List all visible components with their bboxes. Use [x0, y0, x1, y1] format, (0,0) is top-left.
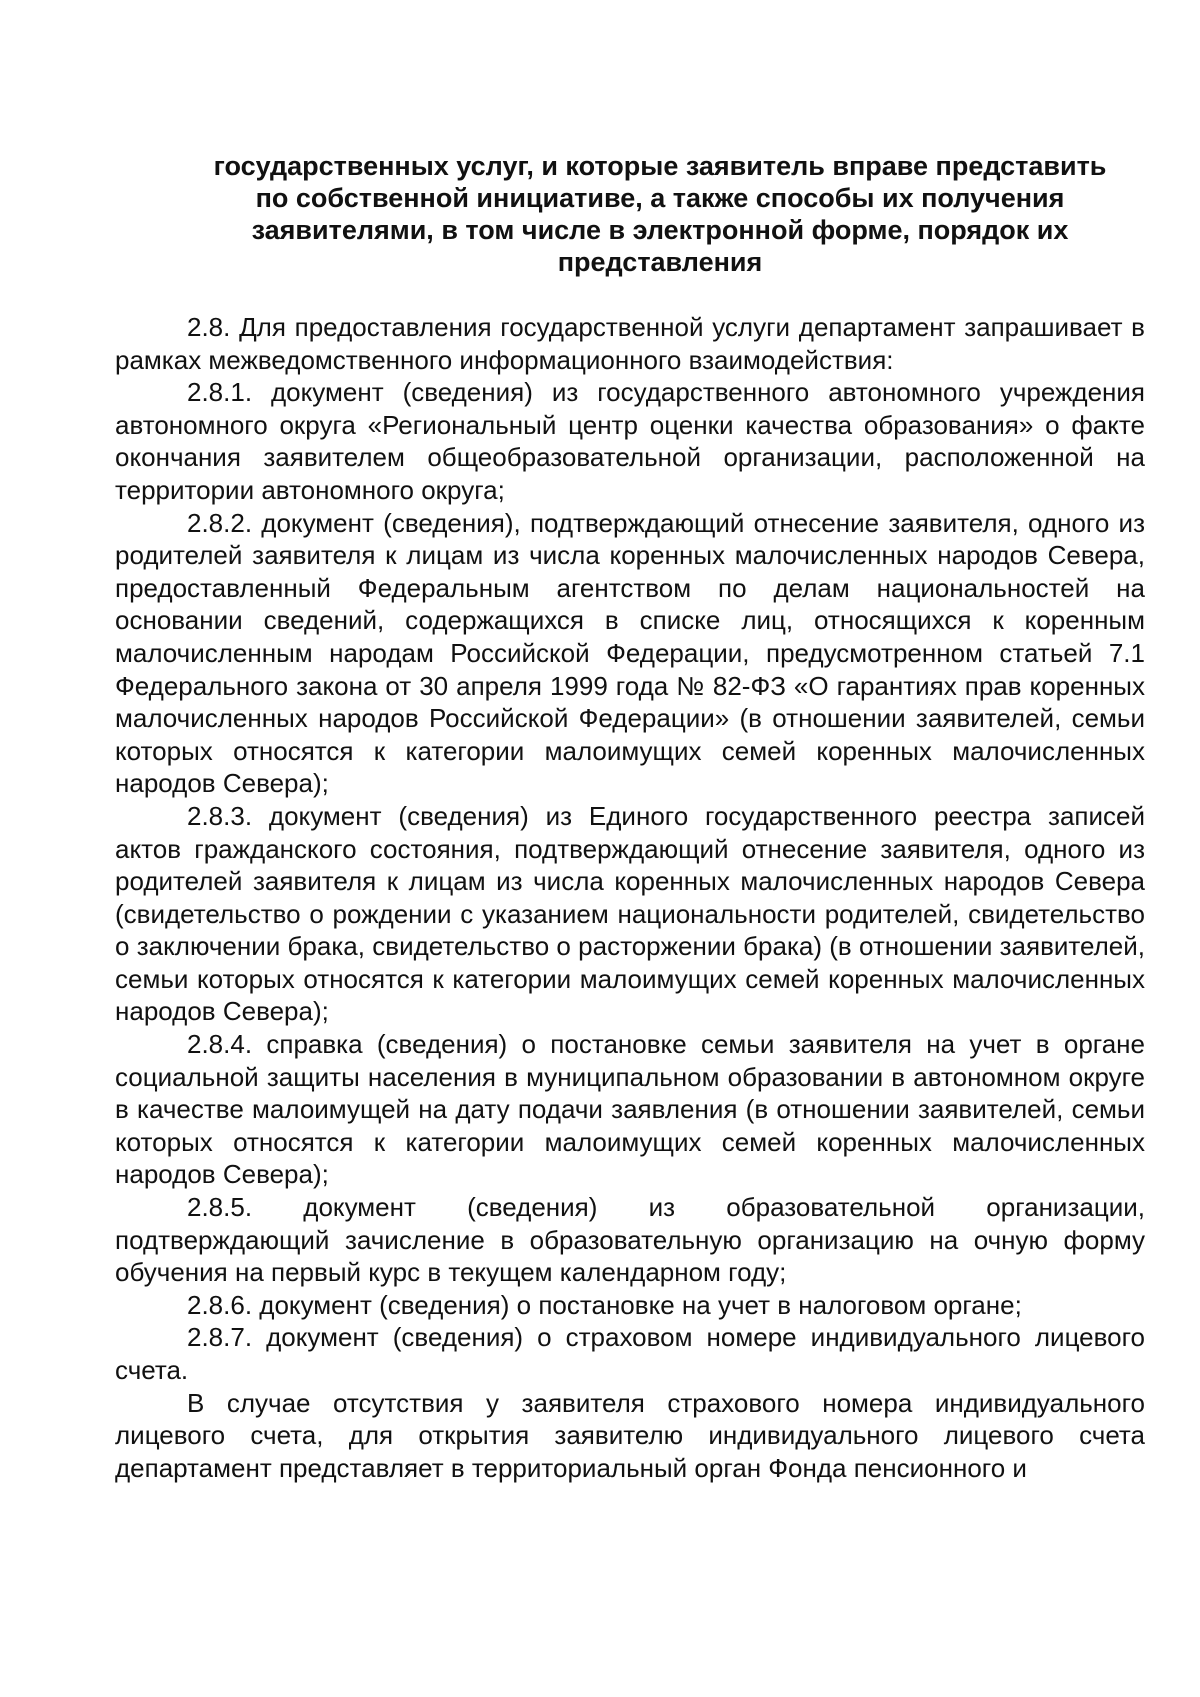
paragraph-2-8: 2.8. Для предоставления государственной услуги департамент запрашивает в рамках межведомственного информационного взаимодействия: — [115, 312, 1145, 375]
heading-line: представления — [557, 247, 763, 277]
section-heading — [190, 150, 1130, 278]
paragraph-2-8-6: 2.8.6. документ (сведения) о постановке на учет в налоговом органе; — [187, 1289, 1022, 1320]
paragraph-2-8-2: 2.8.2. документ (сведения), подтверждающий отнесение заявителя, одного из родителей заявителя к лицам из числа коренных малочисленных народов Севера, предоставленный Федеральным агентством по делам национальностей на основании сведений, содержащихся в списке лиц, относящихся к коренным малочисленным народам Российской Федерации, предусмотренном статьей 7.1 Федерального закона от 30 апреля 1999 года № 82-ФЗ «О гарантиях прав коренных малочисленных народов Российской Федерации» (в отношении заявителей, семьи которых относятся к категории малоимущих семей коренных малочисленных народов Севера); — [115, 507, 1145, 799]
heading-line: заявителями, в том числе в электронной форме, порядок их — [251, 215, 1069, 245]
paragraph-2-8-7: 2.8.7. документ (сведения) о страховом номере индивидуального лицевого счета. — [115, 1322, 1145, 1385]
paragraph-2-8-5: 2.8.5. документ (сведения) из образовательной организации, подтверждающий зачисление в образовательную организацию на очную форму обучения на первый курс в текущем календарном году; — [115, 1192, 1145, 1288]
heading-line: государственных услуг, и которые заявитель вправе представить — [213, 151, 1107, 181]
paragraph-2-8-1: 2.8.1. документ (сведения) из государственного автономного учреждения автономного округа «Региональный центр оценки качества образования» о факте окончания заявителем общеобразовательной организации, расположенной на территории автономного округа; — [115, 377, 1145, 505]
heading-line: по собственной инициативе, а также способы их получения — [255, 183, 1065, 213]
document-body — [115, 311, 1145, 1484]
paragraph-2-8-4: 2.8.4. справка (сведения) о постановке семьи заявителя на учет в органе социальной защиты населения в муниципальном образовании в автономном округе в качестве малоимущей на дату подачи заявления (в отношении заявителей, семьи которых относятся к категории малоимущих семей коренных малочисленных народов Севера); — [115, 1029, 1145, 1190]
paragraph-2-8-3: 2.8.3. документ (сведения) из Единого государственного реестра записей актов гражданского состояния, подтверждающий отнесение заявителя, одного из родителей заявителя к лицам из числа коренных малочисленных народов Севера (свидетельство о рождении с указанием национальности родителей, свидетельство о заключении брака, свидетельство о расторжении брака) (в отношении заявителей, семьи которых относятся к категории малоимущих семей коренных малочисленных народов Севера); — [115, 800, 1145, 1027]
paragraph-snils-absence: В случае отсутствия у заявителя страхового номера индивидуального лицевого счета, для открытия заявителю индивидуального лицевого счета департамент представляет в территориальный орган Фонда пенсионного и — [115, 1387, 1145, 1483]
